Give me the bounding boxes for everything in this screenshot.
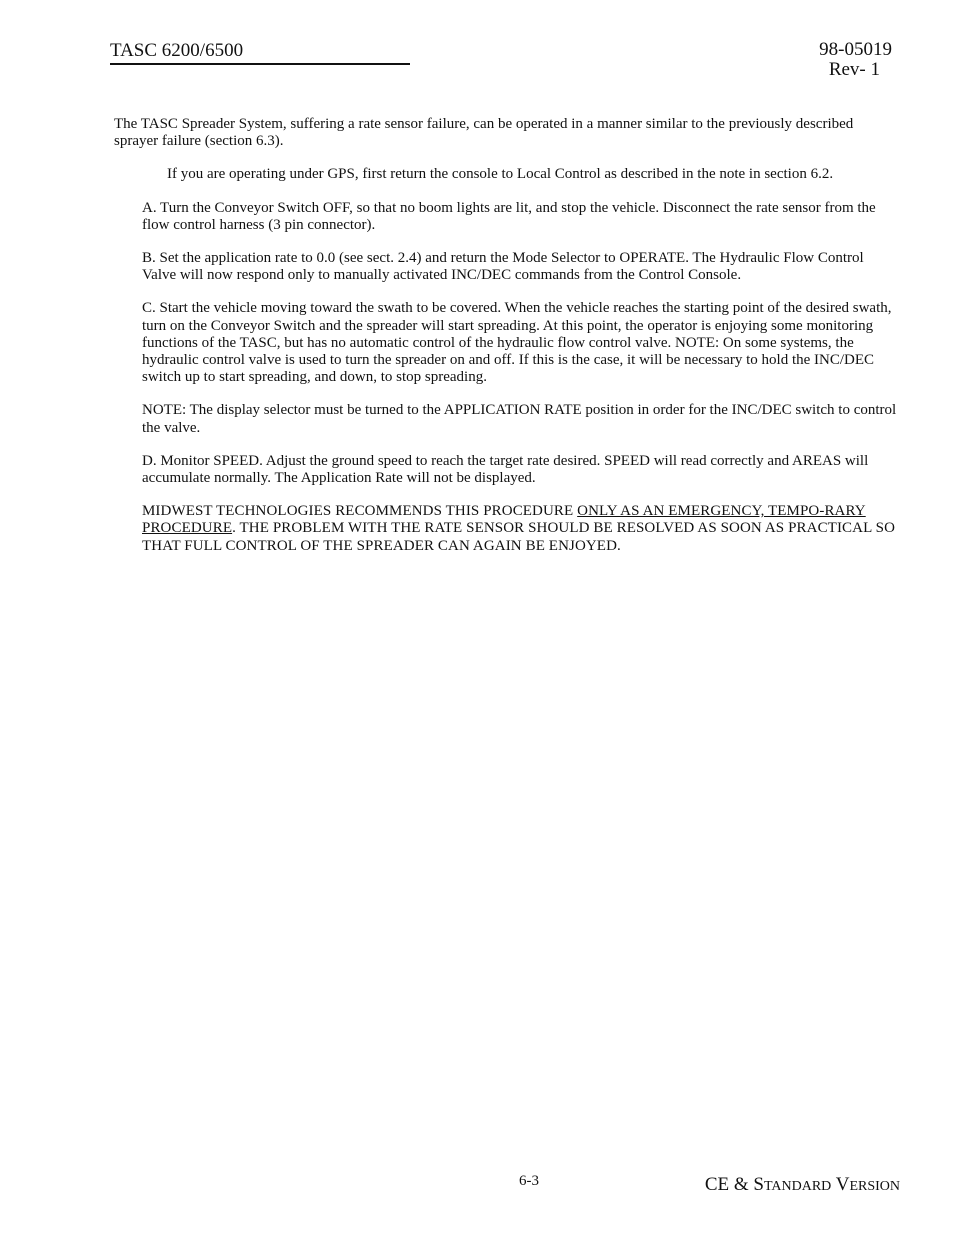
step-c-paragraph: C. Start the vehicle moving toward the swath to be covered. When the vehicle reaches the starting point of the desired swath, turn on the Conveyor Switch and the spreader will start spreading. At this point, the operator is enjoying some monitoring functions of the TASC, but has no automatic control of the hydraulic flow control valve. NOTE: On some systems, the hydraulic control valve is used to turn the spreader on and off. If this is the case, it will be necessary to hold the INC/DEC switch up to start spreading, and down, to stop spreading. xyxy=(142,300,892,386)
step-b-paragraph: B. Set the application rate to 0.0 (see sect. 2.4) and return the Mode Selector to OPERATE. The Hydraulic Flow Control Valve will now respond only to manually activated INC/DEC commands from the Control Console. xyxy=(142,250,864,284)
version-tandard: TANDARD xyxy=(763,1179,832,1194)
version-prefix: CE & xyxy=(704,1174,754,1195)
recommendation-prefix: MIDWEST TECHNOLOGIES RECOMMENDS THIS PROCEDURE xyxy=(142,503,578,520)
revision-label: Rev- 1 xyxy=(828,59,880,80)
document-id-block xyxy=(819,40,892,80)
step-a-paragraph: A. Turn the Conveyor Switch OFF, so that no boom lights are lit, and stop the vehicle. Disconnect the rate sensor from the flow control harness (3 pin connector). xyxy=(142,199,876,233)
version-ersion: ERSION xyxy=(849,1179,900,1194)
display-note-paragraph: NOTE: The display selector must be turned to the APPLICATION RATE position in order for the INC/DEC switch to control the valve. xyxy=(142,402,897,436)
recommendation-paragraph xyxy=(114,503,899,555)
version-label xyxy=(705,1174,900,1196)
document-number: 98-05019 xyxy=(819,39,892,60)
recommendation-emphasis: ONLY AS AN EMERGENCY, TEMPO-RARY PROCEDURE xyxy=(142,503,866,537)
step-d-paragraph: D. Monitor SPEED. Adjust the ground speed to reach the target rate desired. SPEED will read correctly and AREAS will accumulate normally. The Application Rate will not be displayed. xyxy=(142,452,869,487)
page-body xyxy=(114,116,899,571)
recommendation-suffix: . THE PROBLEM WITH THE RATE SENSOR SHOULD BE RESOLVED AS SOON AS PRACTICAL SO THAT FULL CONTROL OF THE SPREADER CAN AGAIN BE ENJOYED. xyxy=(142,520,896,554)
version-v: V xyxy=(831,1174,850,1195)
document-title: TASC 6200/6500 xyxy=(110,40,410,65)
page-number: 6-3 xyxy=(519,1173,539,1189)
intro-paragraph: The TASC Spreader System, suffering a rate sensor failure, can be operated in a manner similar to the previously described sprayer failure (section 6.3). xyxy=(114,116,854,150)
gps-note-paragraph: If you are operating under GPS, first return the console to Local Control as described in the note in section 6.2. xyxy=(167,166,834,183)
version-s: S xyxy=(753,1174,764,1195)
